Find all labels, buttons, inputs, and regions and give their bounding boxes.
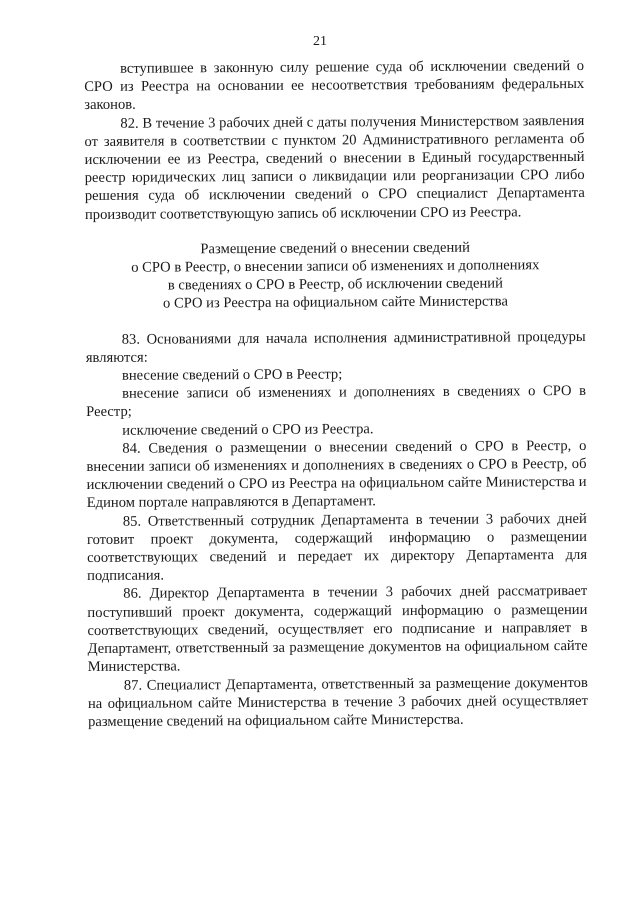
paragraph-85: 85. Ответственный сотрудник Департамента в течении 3 рабочих дней готовит проект документа, содержащий информацию о размещении соответствующих сведений и передает их директору Департамента для подписания. (86, 510, 588, 585)
section-heading-line-3: в сведениях о СРО в Реестр, об исключении сведений (167, 275, 503, 294)
paragraph-84: 84. Сведения о размещении о внесении сведений о СРО в Реестр, о внесении записи об изменениях и дополнениях в сведениях о СРО в Реестр, об исключении сведений о СРО из Реестра на официальном сайте Министерства и Едином портале направляются в Департамент. (86, 437, 587, 512)
section-heading-line-2: о СРО в Реестр, о внесении записи об изменениях и дополнениях (131, 257, 540, 276)
paragraph-87: 87. Специалист Департамента, ответственный за размещение документов на официальном сайте Министерства в течение 3 рабочих дней осуществляет размещение сведений на официальном сайте Министерства. (87, 674, 588, 730)
paragraph-82: 82. В течение 3 рабочих дней с даты получения Министерством заявления от заявителя в соответствии с пунктом 20 Административного регламента об исключении ее из Реестра, сведений о внесении в Единый государственный реестр юридических лиц записи о ликвидации или реорганизации СРО либо решения суда об исключении сведений о СРО специалист Департамента производит соответствующую запись об исключении СРО из Реестра. (84, 112, 585, 223)
document-body (84, 57, 588, 731)
paragraph-83-item-3: исключение сведений о СРО из Реестра. (122, 420, 374, 439)
section-heading-line-4: о СРО из Реестра на официальном сайте Министерства (162, 293, 509, 312)
paragraph-continuation: вступившее в законную силу решение суда об исключении сведений о СРО из Реестра на основании ее несоответствия требованиям федеральных законов. (84, 57, 585, 114)
paragraph-83-item-1: внесение сведений о СРО в Реестр; (121, 366, 343, 384)
section-heading (85, 238, 585, 314)
section-heading-line-1: Размещение сведений о внесении сведений (200, 239, 470, 258)
paragraph-83-item-2: внесение записи об изменениях и дополнениях в сведениях о СРО в Реестр; (86, 383, 587, 421)
paragraph-83: 83. Основаниями для начала исполнения административной процедуры являются: (85, 328, 586, 366)
page-number: 21 (313, 34, 327, 49)
paragraph-86: 86. Директор Департамента в течении 3 рабочих дней рассматривает поступивший проект документа, содержащий информацию о размещении соответствующих сведений, осуществляет его подписание и направляет в Департамент, ответственный за размещение документов на официальном сайте Министерства. (87, 583, 588, 676)
